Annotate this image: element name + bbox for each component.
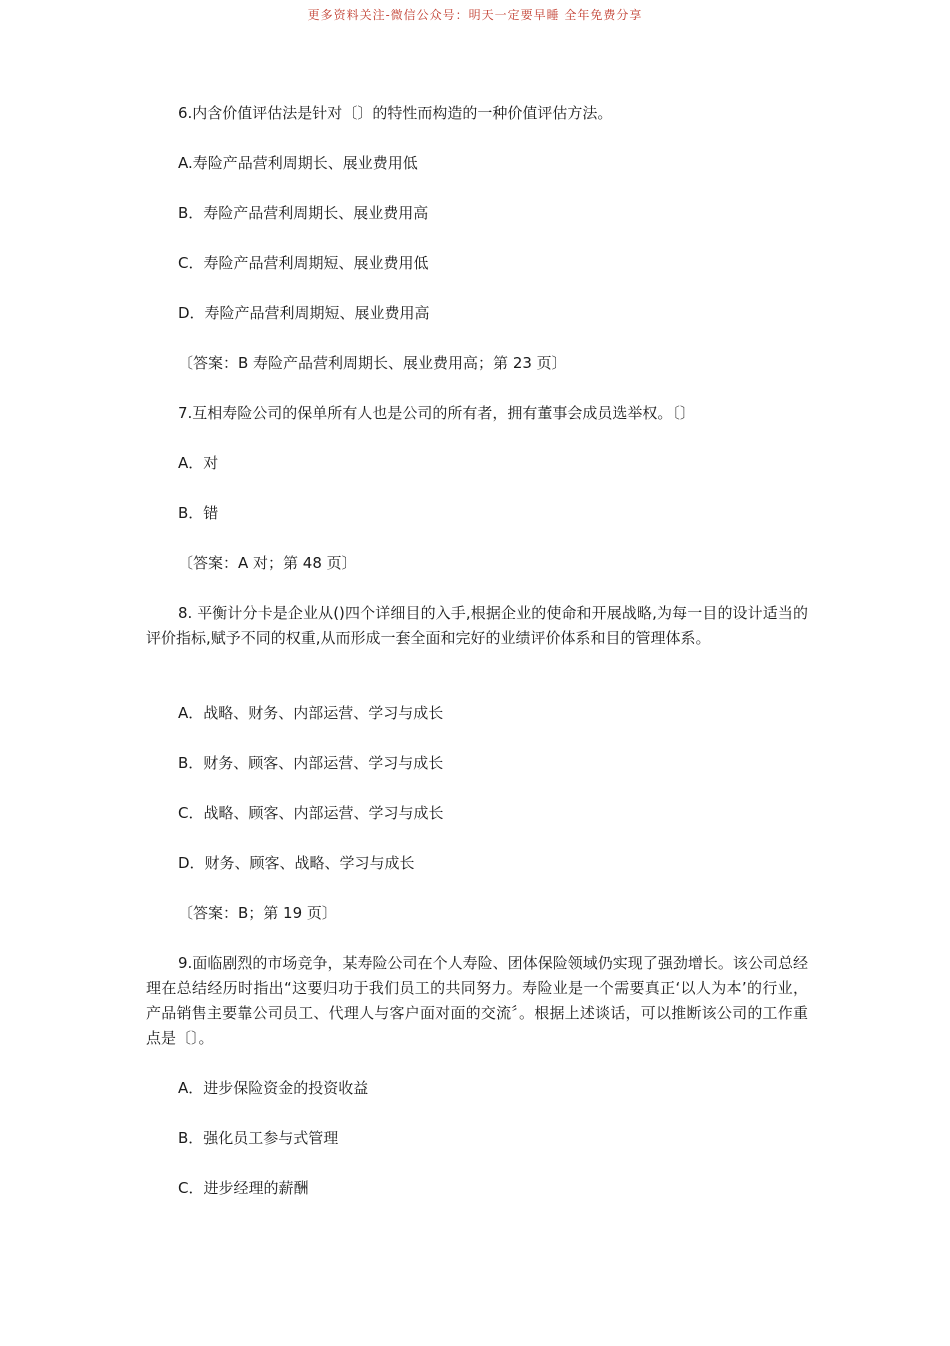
question-8-option-a: A．战略、财务、内部运营、学习与成长 — [178, 704, 444, 722]
question-9-option-a: A．进步保险资金的投资收益 — [178, 1079, 369, 1097]
question-8-option-d: D．财务、顾客、战略、学习与成长 — [178, 854, 415, 872]
question-9-option-c: C．进步经理的薪酬 — [178, 1179, 309, 1197]
question-6-answer: 〔答案：B 寿险产品营利周期长、展业费用高；第 23 页〕 — [178, 354, 567, 372]
question-9-stem: 9.面临剧烈的市场竞争，某寿险公司在个人寿险、团体保险领域仍实现了强劲增长。该公司总经理在总结经历时指出“这要归功于我们员工的共同努力。寿险业是一个需要真正‘以人为本’的行业，产品销售主要靠公司员工、代理人与客户面对面的交流〞。根据上述谈话，可以推断该公司的工作重点是〔〕。 — [146, 954, 808, 1047]
question-7-stem: 7.互相寿险公司的保单所有人也是公司的所有者，拥有董事会成员选举权。〔〕 — [178, 404, 695, 422]
question-8-answer: 〔答案：B；第 19 页〕 — [178, 904, 337, 922]
question-6-option-d: D．寿险产品营利周期短、展业费用高 — [178, 304, 430, 322]
question-9-option-b: B．强化员工参与式管理 — [178, 1129, 339, 1147]
question-8-option-b: B．财务、顾客、内部运营、学习与成长 — [178, 754, 444, 772]
question-8-option-c: C．战略、顾客、内部运营、学习与成长 — [178, 804, 444, 822]
page-header-banner: 更多资料关注-微信公众号：明天一定要早睡 全年免费分享 — [307, 8, 643, 22]
question-6-option-b: B．寿险产品营利周期长、展业费用高 — [178, 204, 429, 222]
question-6-stem: 6.内含价值评估法是针对〔〕的特性而构造的一种价值评估方法。 — [178, 104, 613, 122]
question-7-answer: 〔答案：A 对；第 48 页〕 — [178, 554, 357, 572]
question-7-option-a: A．对 — [178, 454, 219, 472]
question-7-option-b: B．错 — [178, 504, 219, 522]
question-6-option-a: A.寿险产品营利周期长、展业费用低 — [178, 154, 418, 172]
question-6-option-c: C．寿险产品营利周期短、展业费用低 — [178, 254, 429, 272]
question-8-stem: 8. 平衡计分卡是企业从()四个详细目的入手,根据企业的使命和开展战略,为每一目的设计适当的评价指标,赋予不同的权重,从而形成一套全面和完好的业绩评价体系和目的管理体系。 — [146, 604, 808, 647]
